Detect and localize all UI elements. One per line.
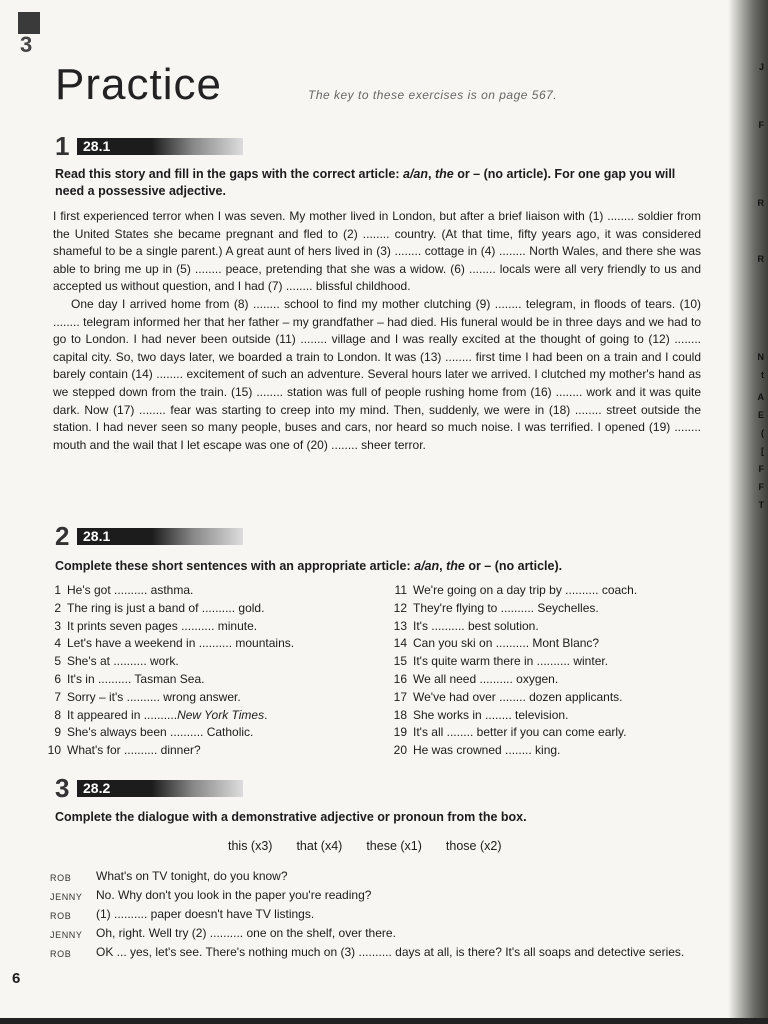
exercise-number: 1 xyxy=(55,131,70,161)
list-item: 1 He's got .......... asthma. xyxy=(54,583,194,597)
spine-letter: F xyxy=(758,482,764,492)
list-item: 9 She's always been .......... Catholic. xyxy=(54,725,254,740)
story-paragraph: I first experienced terror when I was seven. My mother lived in London, but after a brief liaison with (1) ........ soldier from the United States she became pregnant and fled to (2) ........ country. (At that time, fifty years ago, it was considered shameful to be a single parent.) A great aunt of hers lived in (3) ........ cottage in (4) ........ North Wales, and there she was able to bring me up in (5) ........ peace, pretending that she was a widow. (6) ........ locals were all very friendly to us and accepted us without question, and I had (7) ........ blissful childhood. xyxy=(53,209,701,294)
speaker: ROB xyxy=(50,873,72,883)
list-item: 2 The ring is just a band of .......... gold. xyxy=(54,600,265,615)
section-tab-marker xyxy=(18,12,40,56)
story-text xyxy=(53,208,701,454)
exercise-3-instruction: Complete the dialogue with a demonstrative adjective or pronoun from the box. xyxy=(55,810,527,824)
exercise-3-header xyxy=(55,773,243,803)
speaker: JENNY xyxy=(50,930,83,940)
list-item: 3 It prints seven pages .......... minute. xyxy=(54,618,258,633)
tab-number: 3 xyxy=(20,32,33,57)
page-title: Practice xyxy=(55,60,222,109)
spine-letter: F xyxy=(758,464,764,474)
dialogue-line: ROB What's on TV tonight, do you know? xyxy=(50,868,710,887)
unit-reference: 28.1 xyxy=(77,528,243,545)
exercise-2-instruction: Complete these short sentences with an appropriate article: a/an, the or – (no article). xyxy=(55,559,563,573)
list-item: 18 She works in ........ television. xyxy=(393,707,569,722)
spine-letter: [ xyxy=(761,446,764,456)
list-item: 15 It's quite warm there in .......... winter. xyxy=(393,654,609,669)
list-item: 16 We all need .......... oxygen. xyxy=(393,671,559,686)
speaker: ROB xyxy=(50,911,72,921)
list-item: 10 What's for .......... dinner? xyxy=(47,743,201,758)
exercise-number: 3 xyxy=(55,773,70,803)
dialogue xyxy=(50,868,710,963)
list-item: 20 He was crowned ........ king. xyxy=(393,743,561,758)
spine-letter: E xyxy=(757,410,764,420)
list-item: 13 It's .......... best solution. xyxy=(393,618,539,633)
spine-letter: A xyxy=(757,392,764,402)
dialogue-line: ROB (1) .......... paper doesn't have TV listings. xyxy=(50,906,710,925)
unit-reference: 28.1 xyxy=(77,138,243,155)
sentences-right-column xyxy=(390,582,637,760)
speaker: JENNY xyxy=(50,892,83,902)
exercise-1-instruction: Read this story and fill in the gaps with the correct article: a/an, the or – (no article). For one gap you will need a possessive adjective. xyxy=(55,167,676,198)
dialogue-line: JENNY Oh, right. Well try (2) .......... one on the shelf, over there. xyxy=(50,925,710,944)
unit-reference: 28.2 xyxy=(77,780,243,797)
list-item: 17 We've had over ........ dozen applicants. xyxy=(393,689,623,704)
list-item: 11 We're going on a day trip by .......... coach. xyxy=(394,583,638,597)
word-box xyxy=(228,839,502,853)
spine-letter: R xyxy=(757,198,764,208)
spine-letter: F xyxy=(758,120,764,130)
word-box-item: these (x1) xyxy=(366,839,422,853)
list-item: 5 She's at .......... work. xyxy=(54,654,179,669)
list-item: 14 Can you ski on .......... Mont Blanc? xyxy=(393,636,600,651)
exercise-2-header xyxy=(55,521,243,551)
answer-key-note: The key to these exercises is on page 567. xyxy=(308,88,558,102)
tab-bar xyxy=(18,12,40,34)
list-item: 4 Let's have a weekend in .......... mountains. xyxy=(54,636,295,651)
word-box-item: that (x4) xyxy=(296,839,343,853)
page-number: 6 xyxy=(12,970,21,987)
word-box-item: those (x2) xyxy=(445,839,502,853)
spine-letter: N xyxy=(757,352,764,362)
spine-letter: T xyxy=(758,500,764,510)
list-item: 8 It appeared in .......... New York Times . xyxy=(54,707,268,722)
spine-letter: ( xyxy=(761,428,764,438)
story-paragraph: One day I arrived home from (8) ........ school to find my mother clutching (9) ........ telegram, in floods of tears. (10) ........ telegram informed her that her father – my grandfather – had died. His funeral would be in three days and we had to go to London. I had never been outside (11) ........ village and I was really excited at the thought of going to (12) ........ capital city. So, two days later, we boarded a train to London. It was (13) ........ first time I had been on a train and I could barely contain (14) ........ excitement of such an adventure. Several hours later we arrived. I clutched my mother's hand as we stepped down from the train. (15) ........ station was full of people rushing home from (16) ........ work and it was quite dark. Now (17) ........ fear was starting to creep into my mind. Then, suddenly, we were in (18) ........ street outside the station. I had never seen so many people, buses and cars, nor heard so much noise. I was terrified. I opened (19) ........ mouth and the wail that I let escape was one of (20) ........ sheer terror. xyxy=(53,296,701,452)
list-item: 19 It's all ........ better if you can come early. xyxy=(393,725,627,740)
spine-letter: t xyxy=(761,370,764,380)
exercise-1-header xyxy=(55,131,243,161)
page-bottom-edge xyxy=(0,1018,768,1024)
spine-letter: J xyxy=(758,62,764,72)
exercise-number: 2 xyxy=(55,521,70,551)
list-item: 7 Sorry – it's .......... wrong answer. xyxy=(54,689,241,704)
word-box-item: this (x3) xyxy=(228,839,273,853)
book-spine-shadow xyxy=(728,0,768,1024)
spine-letter: R xyxy=(757,254,764,264)
dialogue-line: ROB OK ... yes, let's see. There's nothing much on (3) .......... days at all, is there? It's all soaps and detective series. xyxy=(50,944,710,963)
dialogue-line: JENNY No. Why don't you look in the paper you're reading? xyxy=(50,887,710,906)
list-item: 12 They're flying to .......... Seychelles. xyxy=(393,600,599,615)
list-item: 6 It's in .......... Tasman Sea. xyxy=(54,671,205,686)
speaker: ROB xyxy=(50,949,72,959)
sentences-left-column xyxy=(44,582,294,760)
